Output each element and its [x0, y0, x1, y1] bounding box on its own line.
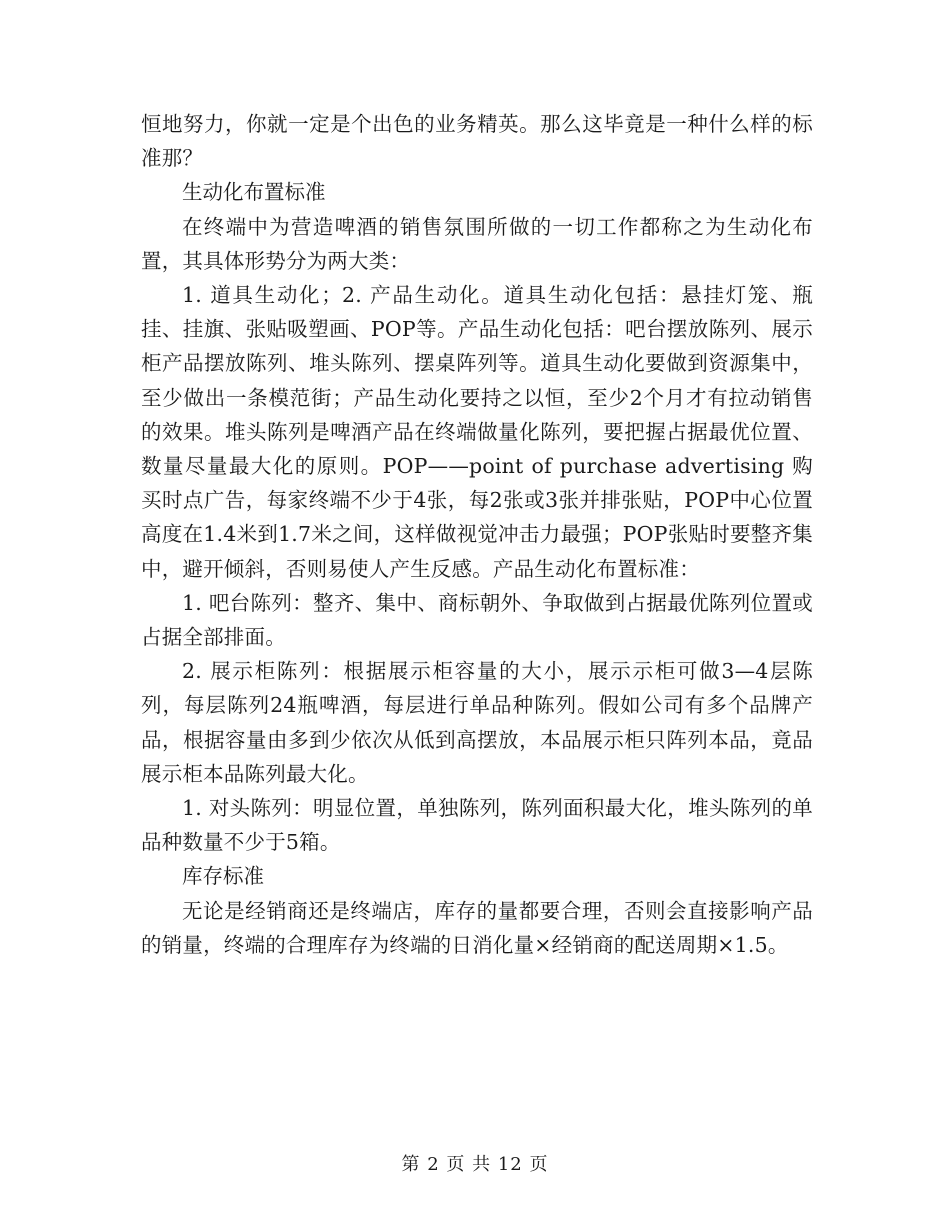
paragraph-vivid-definition: 在终端中为营造啤酒的销售氛围所做的一切工作都称之为生动化布置，其具体形势分为两大类： [141, 214, 813, 273]
paragraph-inventory: 无论是经销商还是终端店，库存的量都要合理，否则会直接影响产品的销量，终端的合理库存为终端的日消化量×经销商的配送周期×1.5。 [141, 898, 813, 957]
document-body [141, 107, 813, 962]
section-heading-inventory: 库存标准 [182, 864, 264, 889]
paragraph-vivid-categories: 1. 道具生动化；2. 产品生动化。道具生动化包括：悬挂灯笼、瓶挂、挂旗、张贴吸塑画、POP等。产品生动化包括：吧台摆放陈列、展示柜产品摆放陈列、堆头陈列、摆桌阵列等。道具生动化要做到资源集中，至少做出一条模范街；产品生动化要持之以恒，至少2个月才有拉动销售的效果。堆头陈列是啤酒产品在终端做量化陈列，要把握占据最优位置、数量尽量最大化的原则。POP——point of purchase advertising 购买时点广告，每家终端不少于4张，每2张或3张并排张贴，POP中心位置高度在1.4米到1.7米之间，这样做视觉冲击力最强；POP张贴时要整齐集中，避开倾斜，否则易使人产生反感。产品生动化布置标准： [141, 283, 813, 581]
paragraph-showcase-display: 2. 展示柜陈列：根据展示柜容量的大小，展示示柜可做3—4层陈列，每层陈列24瓶啤酒，每层进行单品种陈列。假如公司有多个品牌产品，根据容量由多到少依次从低到高摆放，本品展示柜只阵列本品，竟品展示柜本品陈列最大化。 [141, 659, 813, 786]
paragraph-stack-display: 1. 对头陈列：明显位置，单独陈列，陈列面积最大化，堆头陈列的单品种数量不少于5箱。 [141, 796, 813, 855]
page-number-footer: 第 2 页 共 12 页 [401, 1154, 549, 1175]
paragraph-bar-display: 1. 吧台陈列：整齐、集中、商标朝外、争取做到占据最优陈列位置或占据全部排面。 [141, 590, 813, 650]
section-heading-vivid-display: 生动化布置标准 [182, 180, 326, 205]
paragraph-continuation: 恒地努力，你就一定是个出色的业务精英。那么这毕竟是一种什么样的标准那？ [141, 112, 813, 171]
